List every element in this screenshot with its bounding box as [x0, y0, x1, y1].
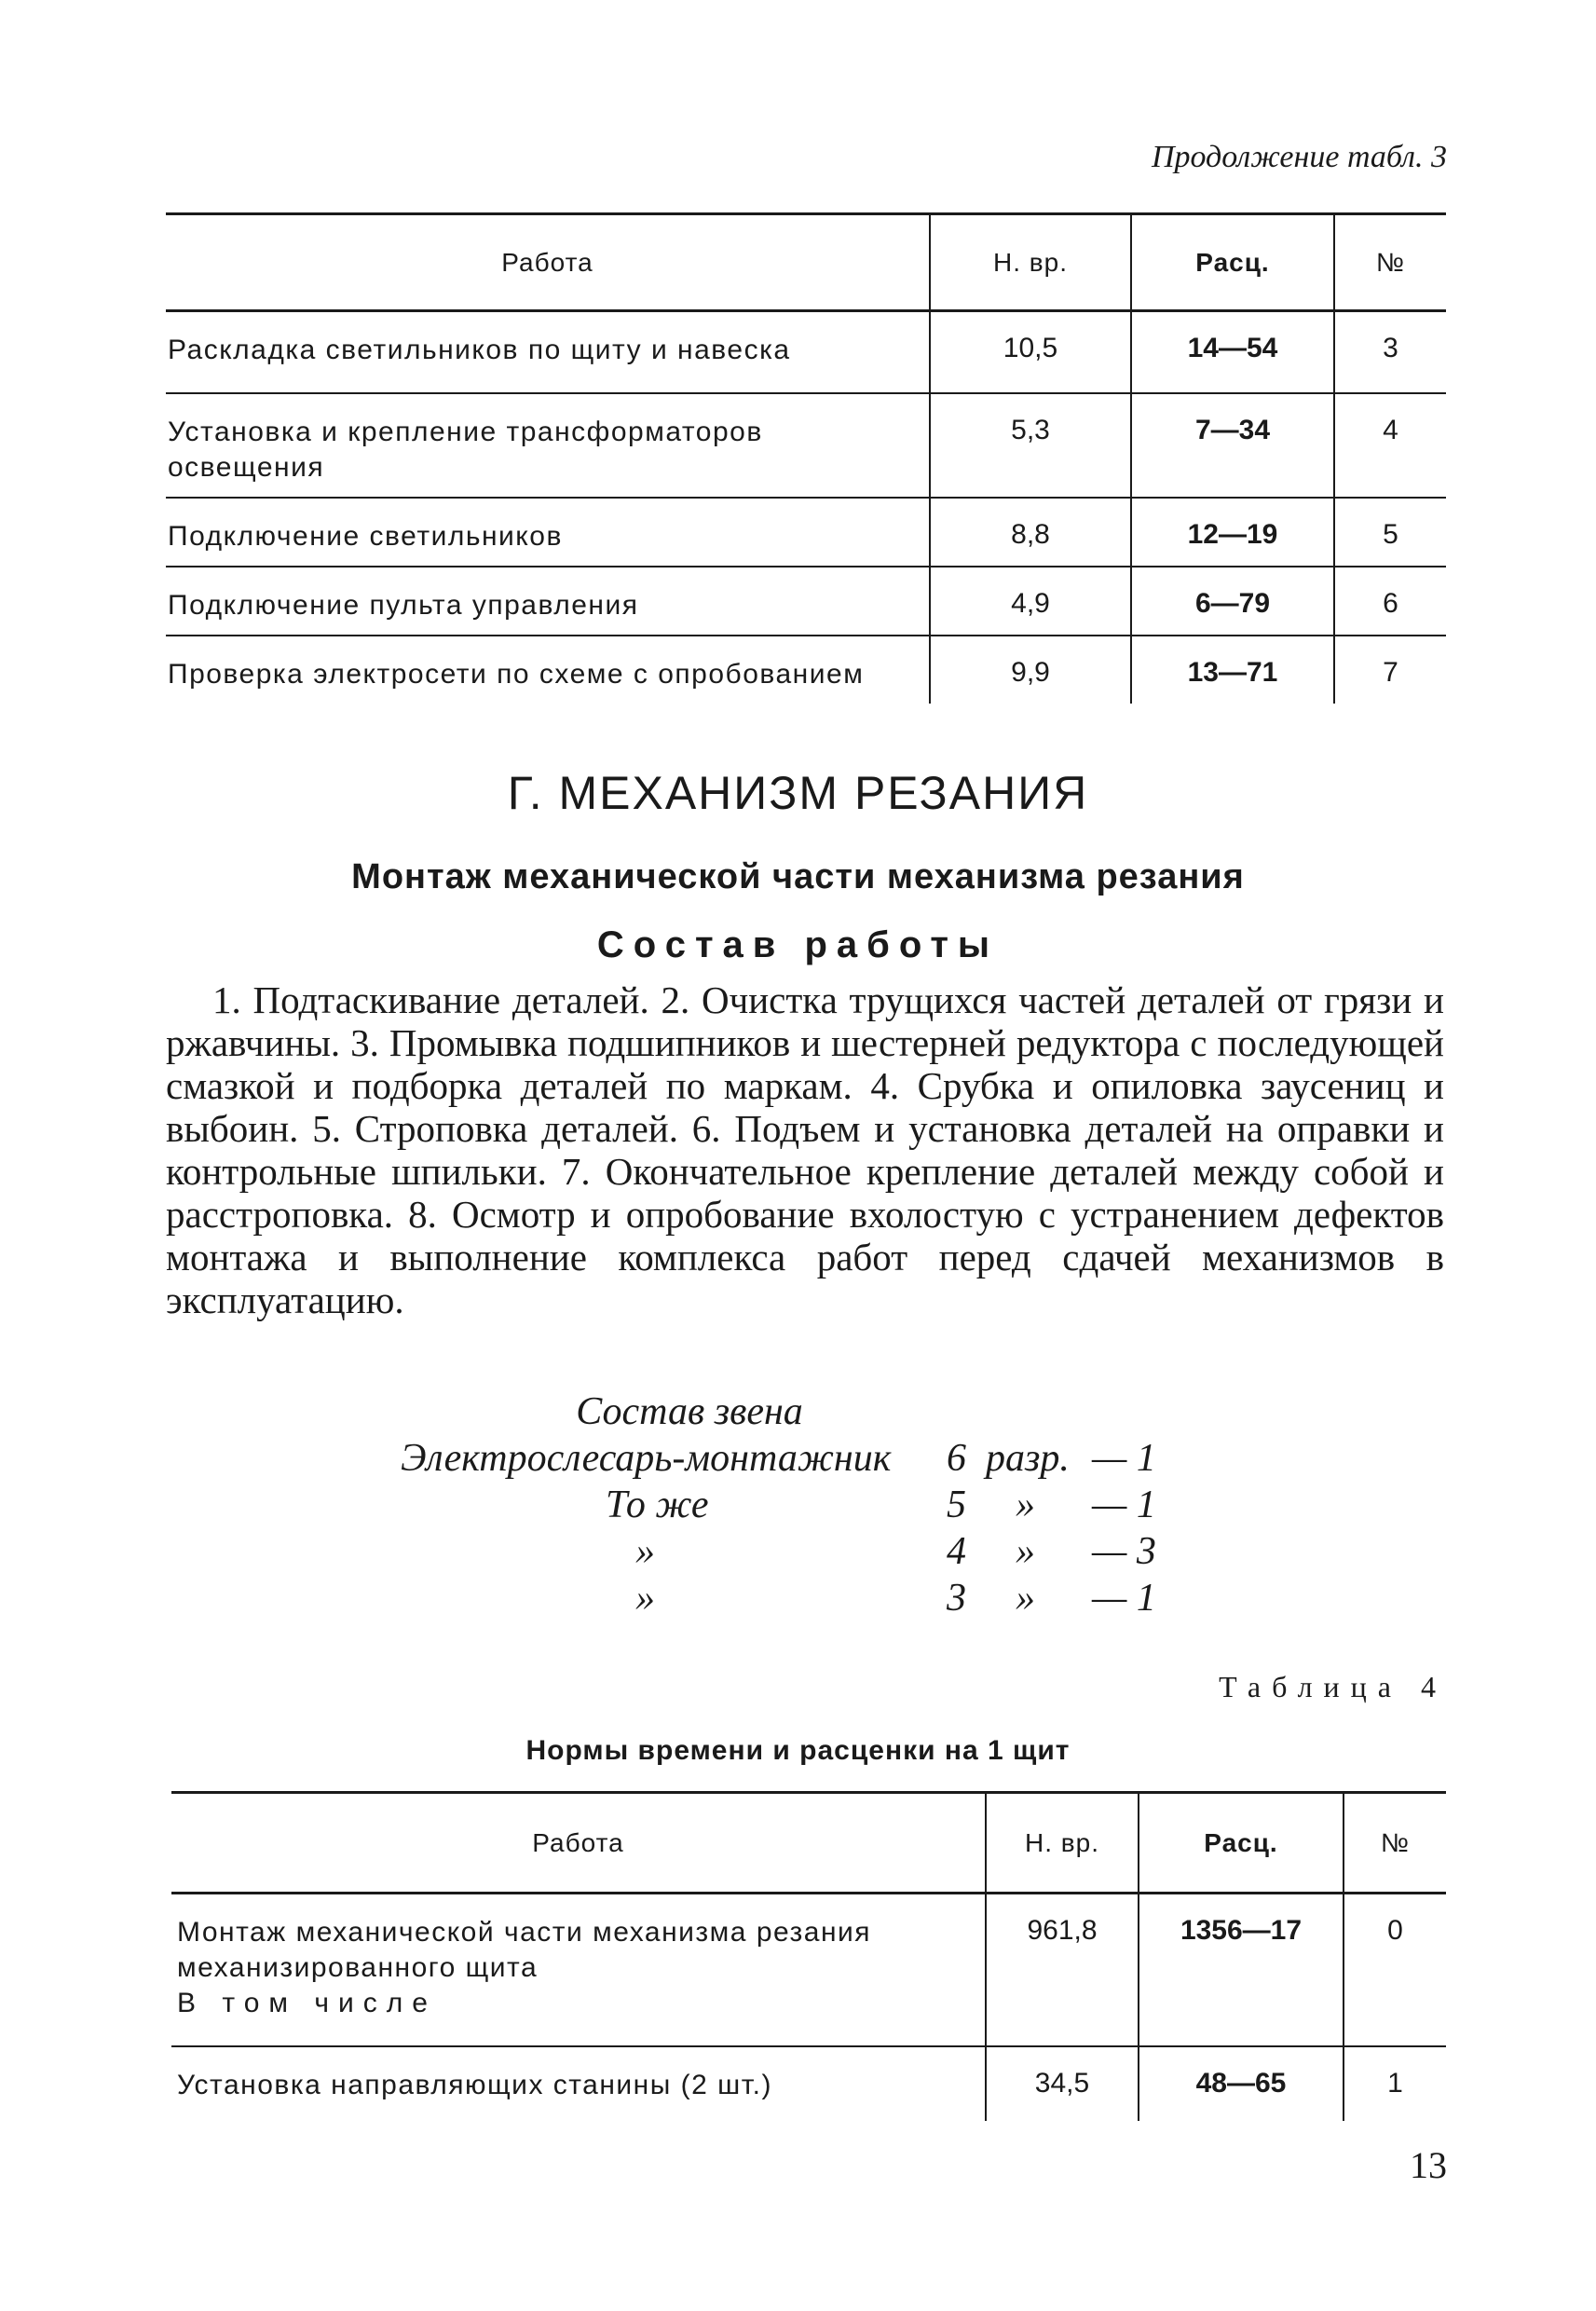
- cell-rate: 14—54: [1131, 311, 1334, 393]
- subsection-heading: Монтаж механической части механизма резания: [351, 857, 1245, 896]
- cell-norm: 5,3: [930, 393, 1131, 498]
- crew-row: [391, 1482, 1230, 1528]
- cell-work: Установка направляющих станины (2 шт.): [171, 2046, 986, 2121]
- crew-role: То же: [606, 1484, 709, 1526]
- header-no: №: [1380, 1827, 1411, 1857]
- cell-no: 0: [1387, 1915, 1403, 1946]
- cell-norm: 10,5: [930, 311, 1131, 393]
- table-4-label: Таблица 4: [1219, 1670, 1447, 1703]
- crew-role: »: [635, 1530, 655, 1573]
- crew-unit: разр.: [986, 1437, 1070, 1480]
- crew-title: Состав звена: [576, 1390, 803, 1433]
- crew-count: — 1: [1092, 1484, 1156, 1526]
- cell-work: Проверка электросети по схеме с опробованием: [166, 636, 930, 704]
- cell-no: 3: [1383, 333, 1398, 363]
- crew-grade: 5: [947, 1484, 966, 1526]
- cell-rate: 13—71: [1131, 636, 1334, 704]
- cell-norm: 8,8: [930, 498, 1131, 567]
- cell-rate: 7—34: [1131, 393, 1334, 498]
- crew-unit: »: [1016, 1484, 1035, 1526]
- cell-work: [171, 1894, 986, 2046]
- cell-work-text: Монтаж механической части механизма резания механизированного щита: [177, 1917, 872, 1983]
- crew-count: — 3: [1092, 1530, 1156, 1573]
- crew-row: [391, 1528, 1230, 1575]
- cell-work: Установка и крепление трансформаторов освещения: [166, 393, 930, 498]
- cell-no: 6: [1383, 587, 1398, 619]
- work-composition-heading: Состав работы: [596, 924, 1000, 965]
- cell-norm: 34,5: [986, 2046, 1139, 2121]
- table-row: [166, 498, 1446, 567]
- table-4-caption: Нормы времени и расценки на 1 щит: [525, 1735, 1071, 1766]
- cell-no: 4: [1383, 414, 1398, 445]
- crew-composition: [391, 1388, 1230, 1621]
- cell-work: Подключение пульта управления: [166, 567, 930, 636]
- table-header-row: [166, 214, 1446, 311]
- cell-norm: 4,9: [930, 567, 1131, 636]
- crew-role: Электрослесарь-монтажник: [401, 1437, 892, 1480]
- table-row: [166, 567, 1446, 636]
- crew-grade: 6: [947, 1437, 966, 1480]
- table-row: [166, 636, 1446, 704]
- table-row: [166, 311, 1446, 393]
- table-4: [171, 1791, 1446, 2121]
- header-work: Работа: [166, 214, 930, 311]
- cell-no: 1: [1387, 2067, 1403, 2099]
- crew-count: — 1: [1092, 1437, 1156, 1480]
- table-row: [166, 393, 1446, 498]
- cell-norm: 9,9: [930, 636, 1131, 704]
- cell-rate: 12—19: [1131, 498, 1334, 567]
- section-heading: Г. МЕХАНИЗМ РЕЗАНИЯ: [507, 767, 1089, 819]
- crew-row: [391, 1435, 1230, 1482]
- table-header-row: [171, 1793, 1446, 1894]
- header-no: №: [1375, 247, 1406, 277]
- cell-no: 7: [1383, 656, 1398, 688]
- cell-work-subheading: В том числе: [177, 1988, 437, 2018]
- continuation-label: Продолжение табл. 3: [1151, 140, 1447, 174]
- table-row: [171, 1894, 1446, 2046]
- cell-rate: 1356—17: [1139, 1894, 1344, 2046]
- cell-norm: 961,8: [986, 1894, 1139, 2046]
- header-norm: Н. вр.: [930, 214, 1131, 311]
- table-3: [166, 212, 1446, 704]
- cell-work: Раскладка светильников по щиту и навеска: [166, 311, 930, 393]
- crew-grade: 3: [947, 1577, 966, 1620]
- crew-unit: »: [1016, 1577, 1035, 1620]
- header-rate: Расц.: [1139, 1793, 1344, 1894]
- crew-row: [391, 1575, 1230, 1621]
- cell-rate: 6—79: [1131, 567, 1334, 636]
- crew-count: — 1: [1092, 1577, 1156, 1620]
- crew-grade: 4: [947, 1530, 966, 1573]
- cell-no: 5: [1383, 518, 1398, 550]
- work-composition-text: 1. Подтаскивание деталей. 2. Очистка трущихся частей деталей от грязи и ржавчины. 3. Промывка подшипников и шестерней редуктора с последующей смазкой и подборка деталей по маркам. 4. Срубка и опиловка заусениц и выбоин. 5. Строповка деталей. 6. Подъем и установка деталей на оправки и контрольные шпильки. 7. Окончательное крепление деталей между собой и расстроповка. 8. Осмотр и опробование вхолостую с устранением дефектов монтажа и выполнение комплекса работ перед сдачей механизмов в эксплуатацию.: [166, 978, 1444, 1321]
- header-norm: Н. вр.: [986, 1793, 1139, 1894]
- cell-rate: 48—65: [1139, 2046, 1344, 2121]
- crew-role: »: [635, 1577, 655, 1620]
- header-rate: Расц.: [1131, 214, 1334, 311]
- page-number: 13: [1410, 2144, 1447, 2186]
- crew-unit: »: [1016, 1530, 1035, 1573]
- table-row: [171, 2046, 1446, 2121]
- cell-work: Подключение светильников: [166, 498, 930, 567]
- header-work: Работа: [171, 1793, 986, 1894]
